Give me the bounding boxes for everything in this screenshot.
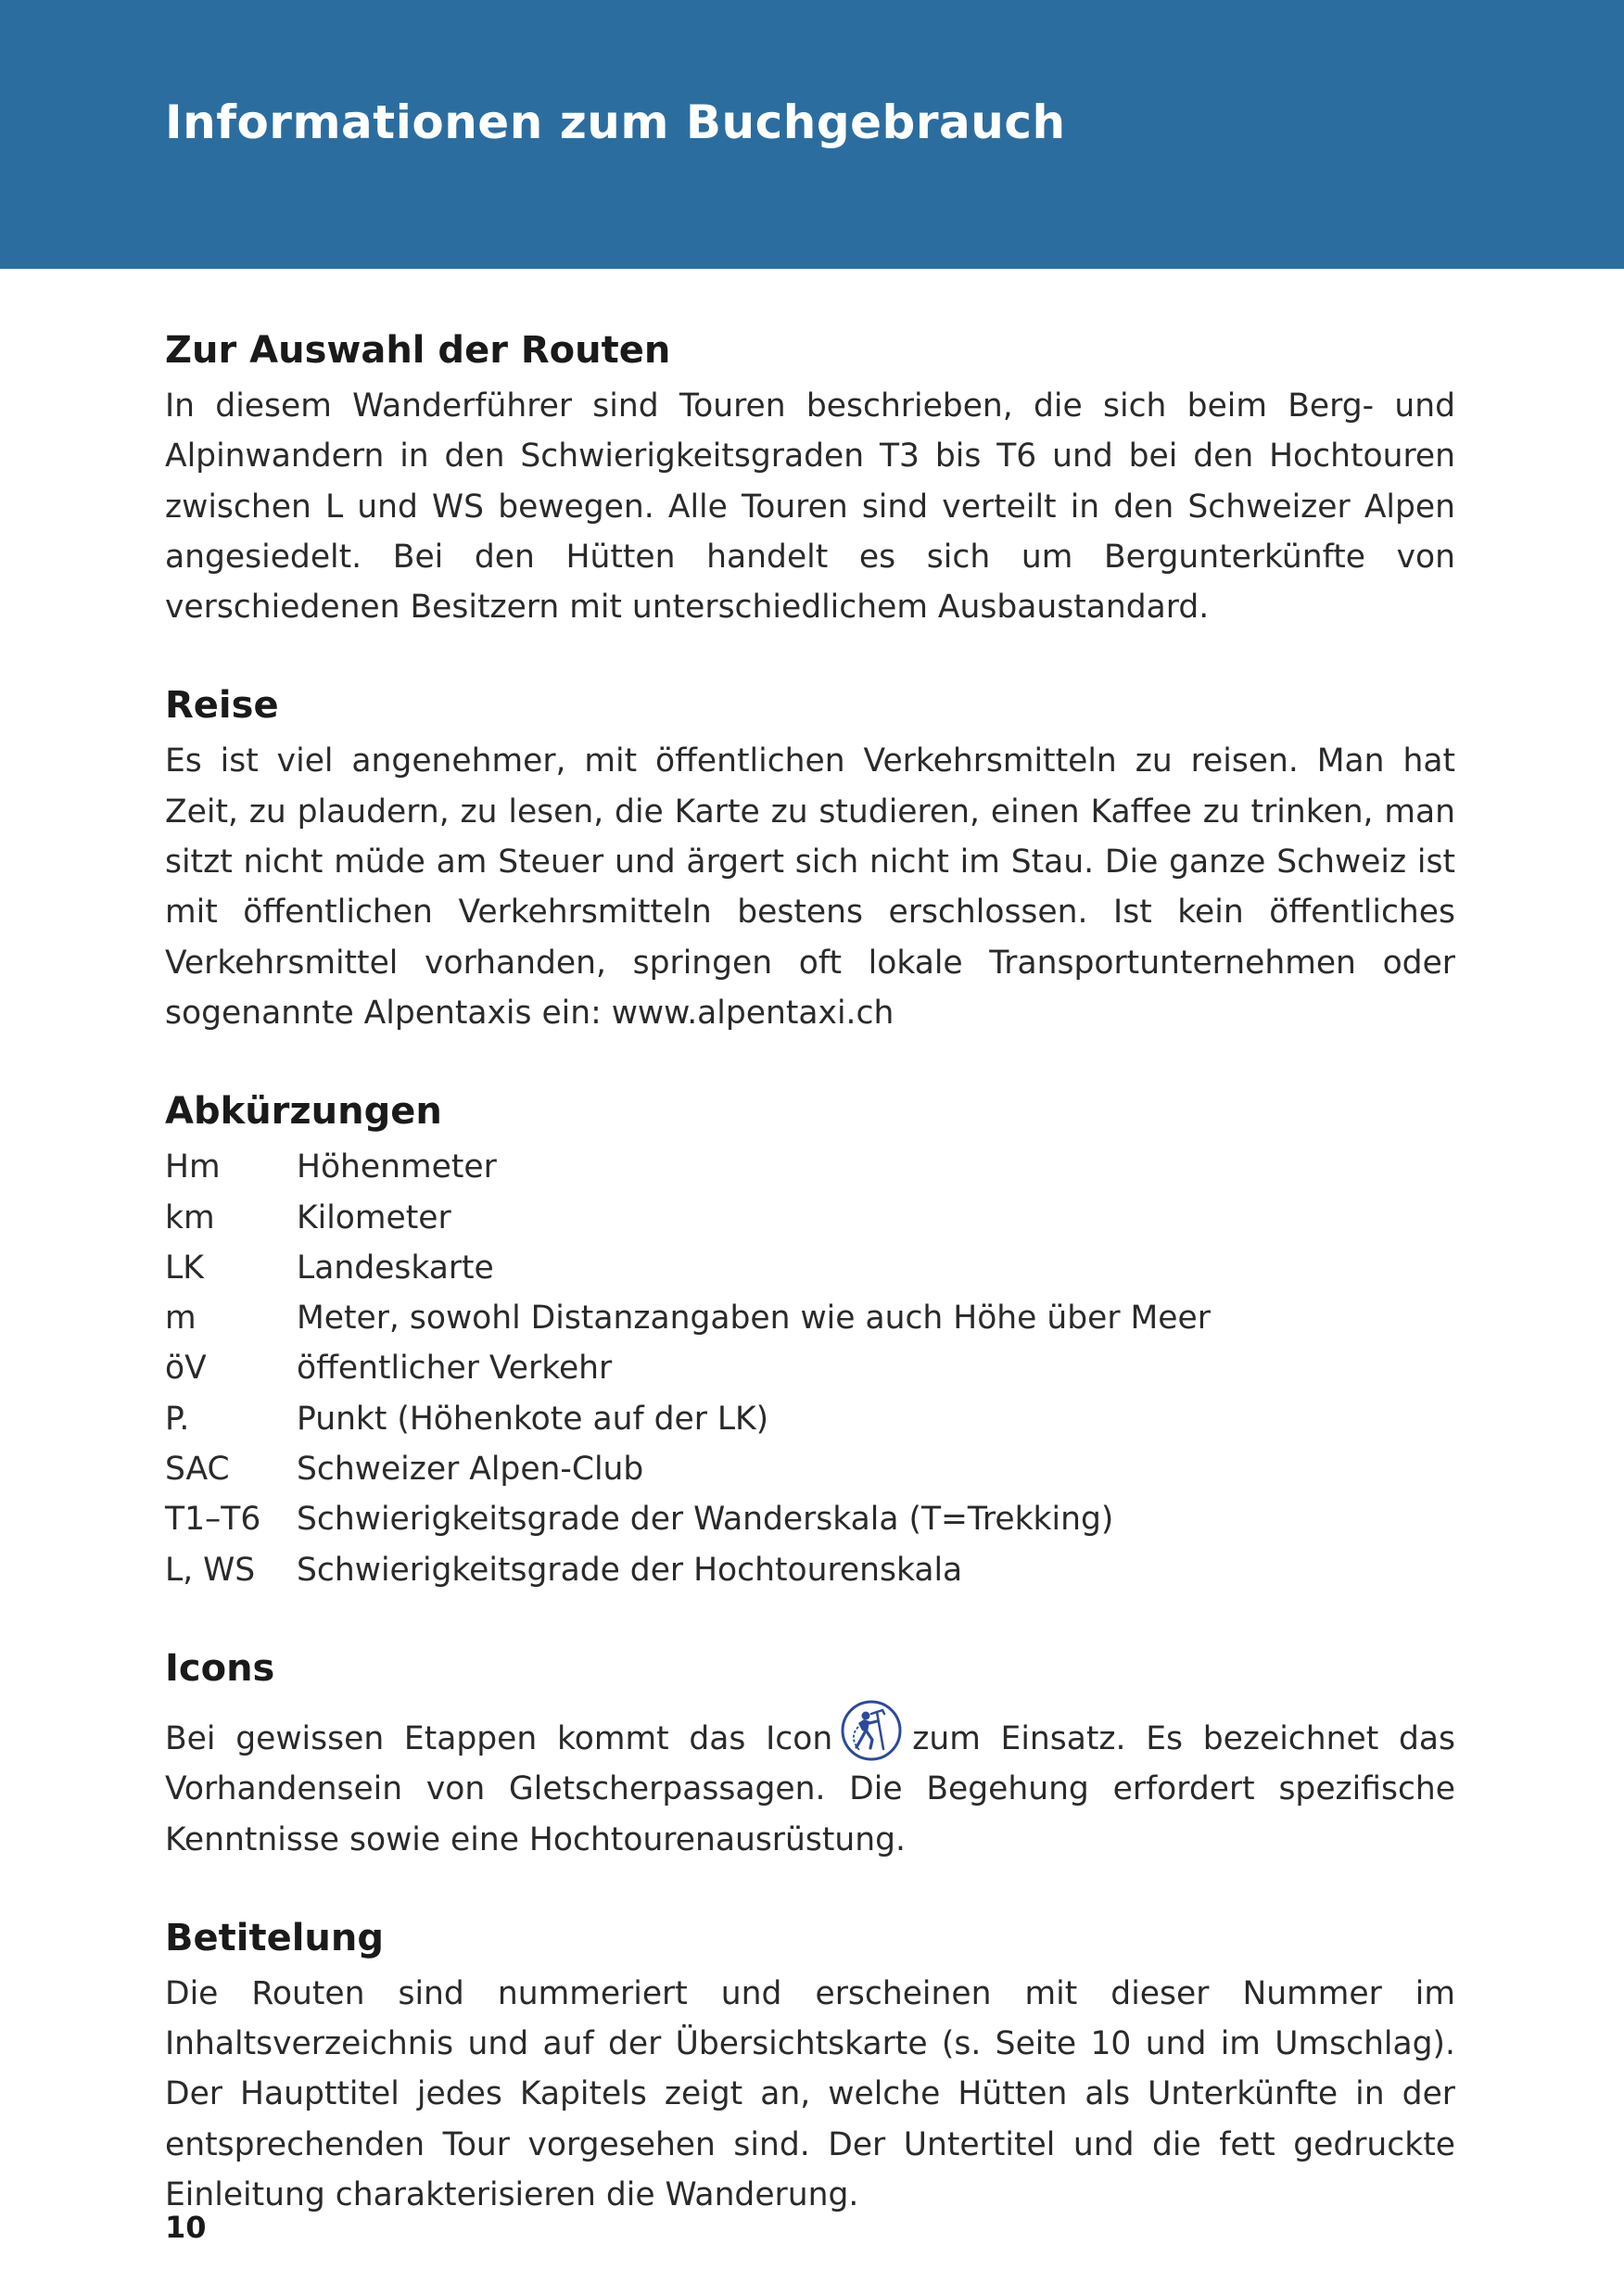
abbreviation-row (165, 1142, 1455, 1192)
section-text-routes: In diesem Wanderführer sind Touren beschrieben, die sich beim Berg- und Alpinwandern in den Schwierigkeitsgraden T3 bis T6 und bei den Hochtouren zwischen L und WS bewegen. Alle Touren sind verteilt in den Schweizer Alpen angesiedelt. Bei den Hütten handelt es sich um Bergunterkünfte von verschiedenen Besitzern mit unterschiedlichem Ausbaustandard. (165, 387, 1455, 627)
abbreviation-row (165, 1494, 1455, 1544)
abbreviation-term: L, WS (165, 1551, 256, 1589)
section-routes (165, 320, 1455, 632)
abbreviation-term: SAC (165, 1451, 230, 1489)
glacier-hiker-icon (840, 1699, 903, 1762)
main-content (165, 320, 1455, 2263)
abbreviation-term: LK (165, 1249, 204, 1287)
page-number: 10 (165, 2210, 207, 2245)
section-text-travel: Es ist viel angenehmer, mit öffentlichen Verkehrsmitteln zu reisen. Man hat Zeit, zu plaudern, zu lesen, die Karte zu studieren, einen Kaffee zu trinken, man sitzt nicht müde am Steuer und ärgert sich nicht im Stau. Die ganze Schweiz ist mit öffentlichen Verkehrsmitteln bestens erschlossen. Ist kein öffentliches Verkehrsmittel vorhanden, springen oft lokale Transportunternehmen oder sogenannte Alpentaxis ein: www.alpentaxi.ch (165, 742, 1455, 1032)
abbreviation-term: m (165, 1300, 197, 1338)
abbreviation-row (165, 1545, 1455, 1595)
abbreviation-list (165, 1142, 1455, 1595)
abbreviation-term: Hm (165, 1148, 221, 1186)
abbreviation-row (165, 1394, 1455, 1444)
abbreviation-term: öV (165, 1350, 207, 1388)
abbreviation-meaning: Schwierigkeitsgrade der Hochtourenskala (297, 1551, 963, 1589)
section-travel (165, 675, 1455, 1038)
section-heading-routes: Zur Auswahl der Routen (165, 329, 671, 372)
abbreviation-row (165, 1444, 1455, 1494)
icons-text-after: zum Einsatz. Es bezeichnet das Vorhandensein von Gletscherpassagen. Die Begehung erfordert spezifische Kenntnisse sowie eine Hochtourenausrüstung. (165, 1719, 1455, 1858)
section-heading-abbreviations: Abkürzungen (165, 1090, 442, 1134)
section-text-icons (165, 1699, 1455, 1865)
abbreviation-term: T1–T6 (165, 1501, 261, 1539)
header-band (0, 0, 1624, 269)
section-abbreviations (165, 1081, 1455, 1595)
section-icons (165, 1638, 1455, 1865)
section-titling (165, 1908, 1455, 2220)
abbreviation-meaning: Meter, sowohl Distanzangaben wie auch Höhe über Meer (297, 1300, 1211, 1338)
abbreviation-row (165, 1193, 1455, 1243)
page-title: Informationen zum Buchgebrauch (165, 95, 1066, 149)
abbreviation-meaning: Schweizer Alpen-Club (297, 1451, 644, 1489)
abbreviation-meaning: Schwierigkeitsgrade der Wanderskala (T=Trekking) (297, 1501, 1114, 1539)
icons-text-before: Bei gewissen Etappen kommt das Icon (165, 1719, 833, 1757)
abbreviation-meaning: öffentlicher Verkehr (297, 1350, 613, 1388)
abbreviation-meaning: Höhenmeter (297, 1148, 497, 1186)
abbreviation-term: km (165, 1198, 215, 1236)
abbreviation-term: P. (165, 1400, 190, 1438)
section-heading-titling: Betitelung (165, 1916, 384, 1959)
abbreviation-row (165, 1243, 1455, 1293)
abbreviation-meaning: Punkt (Höhenkote auf der LK) (297, 1400, 769, 1438)
abbreviation-meaning: Kilometer (297, 1198, 451, 1236)
section-heading-icons: Icons (165, 1646, 275, 1690)
abbreviation-row (165, 1293, 1455, 1343)
abbreviation-row (165, 1343, 1455, 1393)
abbreviation-meaning: Landeskarte (297, 1249, 494, 1287)
section-heading-travel: Reise (165, 684, 279, 728)
section-text-titling: Die Routen sind nummeriert und erscheinen mit dieser Nummer im Inhaltsverzeichnis und auf der Übersichtskarte (s. Seite 10 und im Umschlag). Der Haupttitel jedes Kapitels zeigt an, welche Hütten als Unterkünfte in der entsprechenden Tour vorgesehen sind. Der Untertitel und die fett gedruckte Einleitung charakterisieren die Wanderung. (165, 1974, 1455, 2214)
